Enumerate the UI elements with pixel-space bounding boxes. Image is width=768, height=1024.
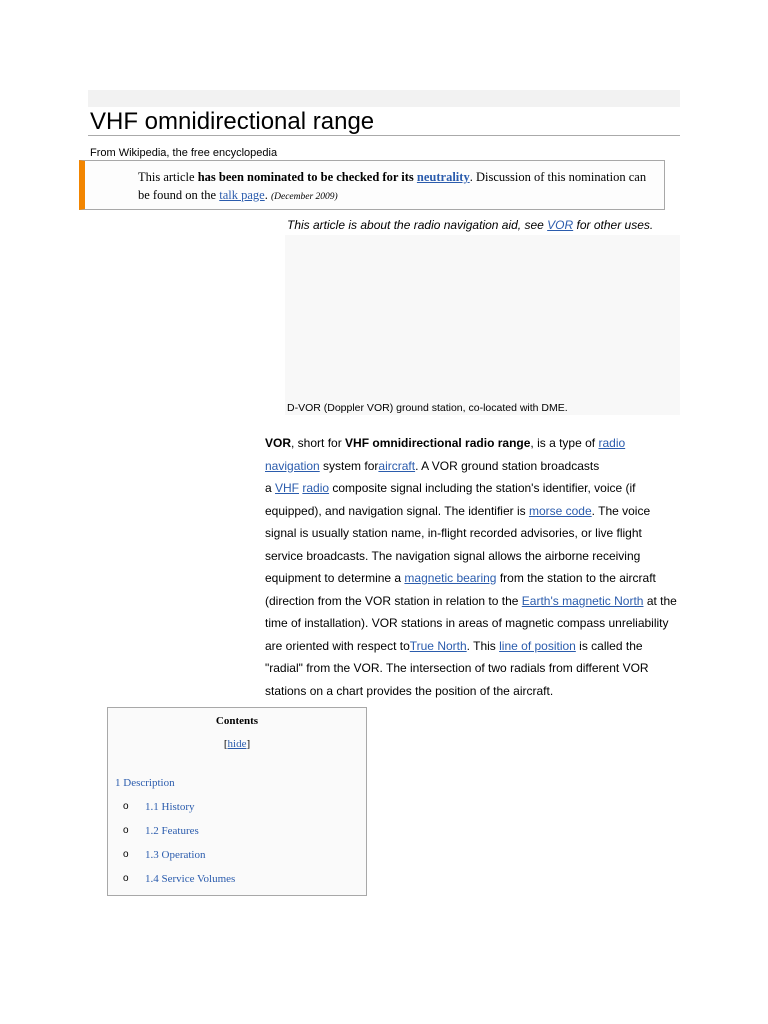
text-run: service broadcasts. The navigation signal allows the airborne receiving [265, 548, 641, 563]
text-run: "radial" from the VOR. The intersection of two radials from different VOR [265, 661, 649, 675]
link-talk-page[interactable]: talk page [219, 188, 265, 202]
toc-toggle [108, 737, 366, 751]
toc-list [108, 771, 366, 891]
notice-text [138, 168, 646, 206]
link-radio[interactable]: radio [598, 436, 626, 450]
lead-image [285, 235, 680, 415]
text-run: for other uses. [573, 218, 654, 232]
text-run: equipped), and navigation signal. The identifier is [265, 503, 529, 518]
bullet-icon: o [123, 825, 129, 836]
paragraph-line [265, 432, 677, 455]
paragraph-line [265, 545, 677, 568]
link-morse-code[interactable]: morse code [528, 503, 592, 518]
text-run: system for [319, 458, 379, 473]
notice-line [138, 168, 646, 186]
title-divider [88, 135, 680, 136]
paragraph-line [265, 477, 677, 500]
neutrality-notice-box [79, 160, 665, 210]
text-run: at the [643, 593, 677, 608]
paragraph-line [265, 635, 677, 658]
text-run: stations on a chart provides the position of the aircraft. [265, 683, 554, 698]
text-run: time of installation). VOR stations in areas of magnetic compass unreliability [265, 616, 669, 630]
paragraph-line [265, 590, 677, 613]
paragraph-line [265, 657, 677, 680]
page-title: VHF omnidirectional range [90, 108, 375, 135]
toc-toggle-open-bracket: [ [223, 738, 228, 750]
link-navigation[interactable]: navigation [265, 458, 320, 473]
text-run: , is a type of [530, 436, 599, 450]
text-run: equipment to determine a [265, 571, 405, 585]
text-run: . This [466, 638, 500, 653]
paragraph-line [265, 612, 677, 635]
bullet-icon: o [123, 873, 129, 884]
toc-item-service-volumes [108, 867, 366, 891]
bold-term: VOR [265, 436, 292, 450]
toc-link-features[interactable]: 1.2 Features [145, 825, 199, 837]
paragraph-line [265, 567, 677, 590]
link-line-of-position[interactable]: line of position [499, 638, 576, 653]
link-true-north[interactable]: True North [409, 638, 467, 653]
lead-paragraph [265, 432, 677, 702]
toc-toggle-close-bracket: ] [246, 738, 251, 750]
toc-link-history[interactable]: 1.1 History [145, 801, 195, 813]
text-run: , short for [291, 436, 346, 450]
link-vhf[interactable]: VHF [275, 481, 300, 495]
toc-link-service-volumes[interactable]: 1.4 Service Volumes [145, 873, 236, 885]
toc-item-features [108, 819, 366, 843]
table-of-contents [107, 707, 367, 896]
site-tagline: From Wikipedia, the free encyclopedia [90, 147, 278, 159]
text-run: This article [138, 170, 198, 184]
bold-term: has been nominated to be checked for its [197, 170, 414, 184]
toc-link-description[interactable]: 1 Description [115, 777, 175, 789]
link-magnetic-bearing[interactable]: magnetic bearing [404, 571, 497, 585]
toc-item-description [108, 771, 366, 795]
bullet-icon: o [123, 801, 129, 812]
text-run: is called the [575, 638, 643, 653]
image-caption: D-VOR (Doppler VOR) ground station, co-located with DME. [287, 402, 568, 414]
paragraph-line [265, 522, 677, 545]
bullet-icon: o [123, 849, 129, 860]
text-run: This article is about the radio navigation aid, see [287, 218, 548, 232]
text-run: from the station to the aircraft [496, 571, 656, 585]
text-run: . [264, 188, 271, 202]
toc-title: Contents [215, 715, 259, 727]
text-run: are oriented with respect to [265, 638, 410, 653]
paragraph-line [265, 455, 677, 478]
text-run: a [265, 481, 276, 495]
link-radio[interactable]: radio [302, 481, 330, 495]
text-run: . Discussion of this nomination can [469, 170, 647, 184]
text-run: (direction from the VOR station in relation to the [265, 593, 522, 608]
link-neutrality[interactable]: neutrality [416, 170, 470, 184]
link-earth-s-magnetic-north[interactable]: Earth's magnetic North [521, 593, 644, 608]
paragraph-line [265, 500, 677, 523]
paragraph-line [265, 680, 677, 703]
toc-item-history [108, 795, 366, 819]
text-run: . The voice [591, 503, 651, 518]
notice-line [138, 186, 646, 206]
text-run: . A VOR ground station broadcasts [415, 458, 600, 473]
link-vor[interactable]: VOR [547, 218, 574, 232]
text-run: signal is usually station name, in-flight recorded advisories, or live flight [265, 526, 642, 540]
toc-hide-link[interactable]: hide [227, 738, 247, 750]
bold-term: VHF omnidirectional radio range [345, 436, 531, 450]
link-aircraft[interactable]: aircraft [378, 458, 416, 473]
maintenance-date: (December 2009) [270, 192, 338, 202]
page-header-band [88, 90, 680, 107]
hatnote [287, 217, 653, 233]
toc-link-operation[interactable]: 1.3 Operation [145, 849, 206, 861]
text-run: composite signal including the station's identifier, voice (if [329, 481, 636, 495]
toc-item-operation [108, 843, 366, 867]
text-run: be found on the [138, 188, 220, 202]
